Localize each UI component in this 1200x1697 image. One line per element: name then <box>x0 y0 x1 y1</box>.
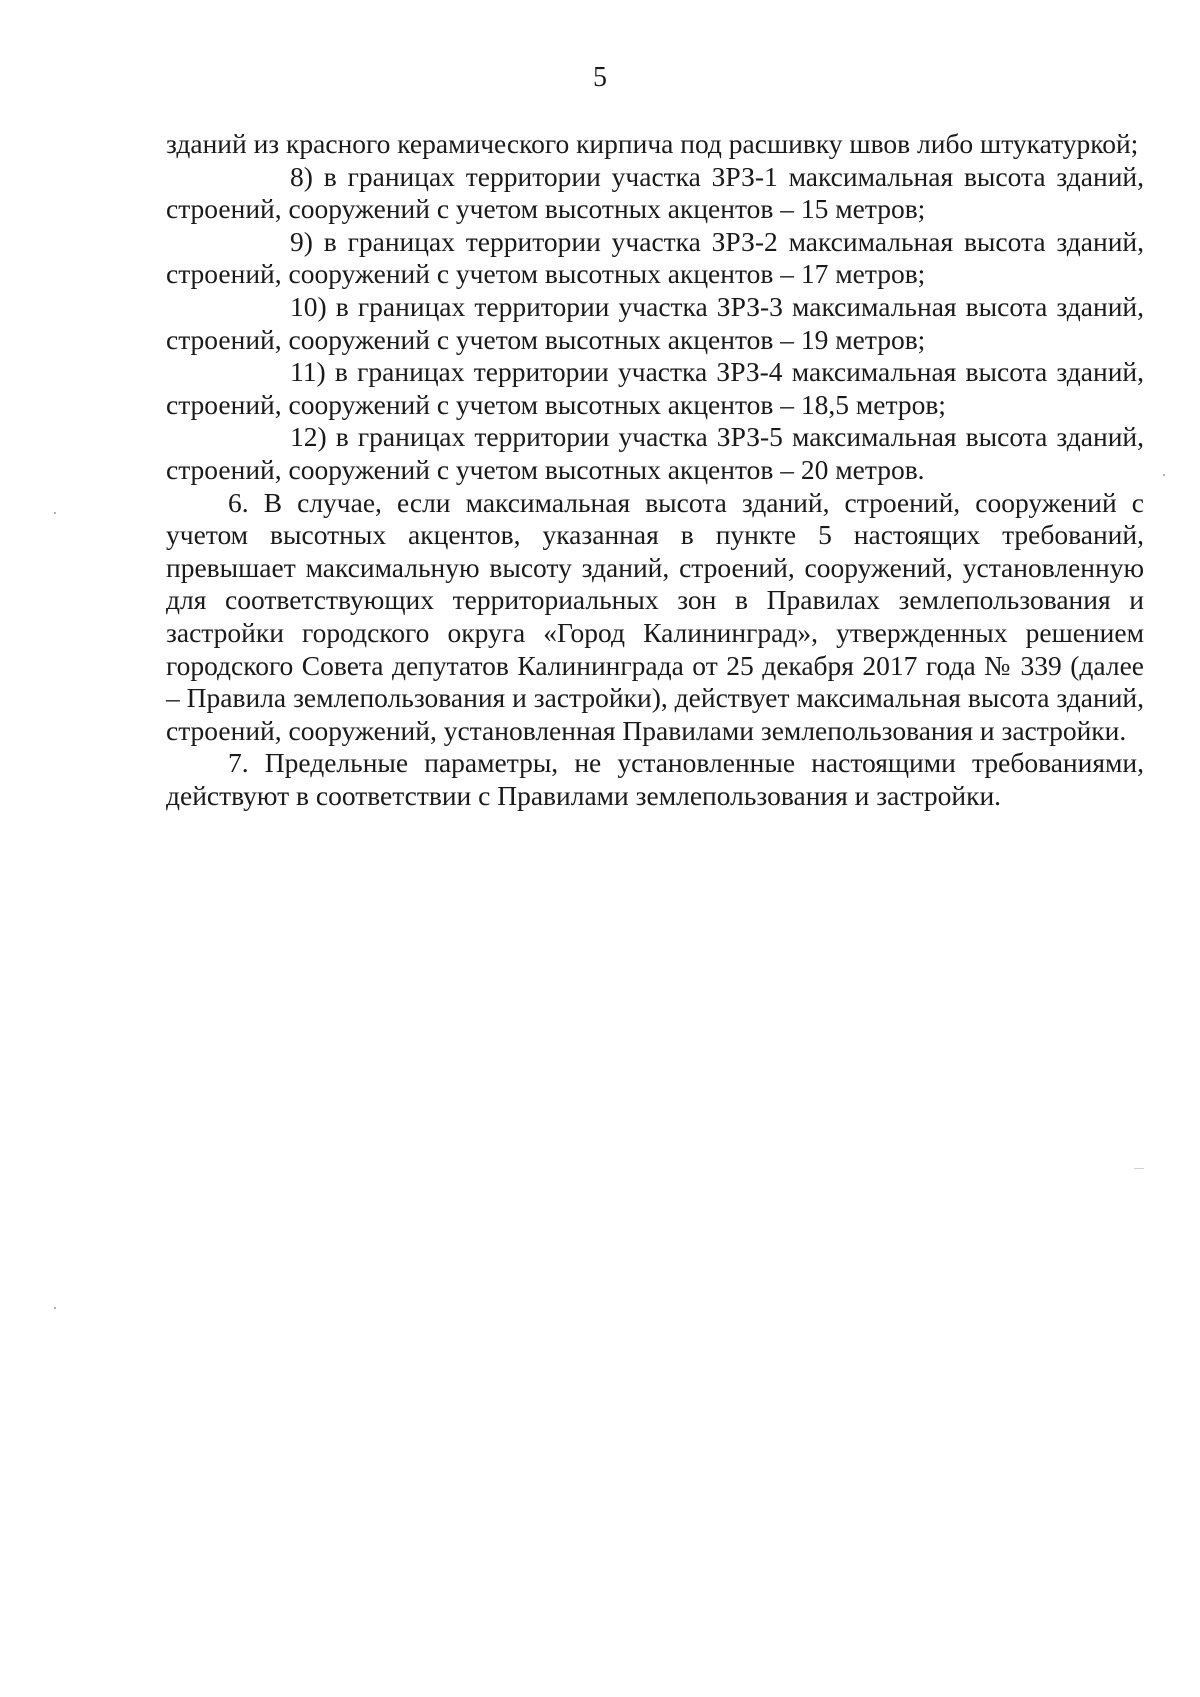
list-item-text: в границах территории участка ЗРЗ-4 максимальная высота зданий, строений, сооружений с учетом высотных акцентов – 18,5 метров; <box>166 356 1145 420</box>
list-item-11 <box>166 356 1144 421</box>
list-item-9 <box>166 226 1144 291</box>
page-number: 5 <box>593 62 607 93</box>
scan-speck <box>54 512 56 514</box>
scan-speck <box>54 1307 56 1309</box>
clause-7: 7. Предельные параметры, не установленные настоящими требованиями, действуют в соответствии с Правилами землепользования и застройки. <box>166 747 1144 811</box>
list-item-8 <box>166 161 1144 226</box>
list-item-number: 11) <box>290 356 326 388</box>
list-item-number: 9) <box>290 225 313 257</box>
paragraph-continuation: зданий из красного керамического кирпича под расшивку швов либо штукатуркой; <box>166 128 1139 159</box>
list-item-text: в границах территории участка ЗРЗ-3 максимальная высота зданий, строений, сооружений с учетом высотных акцентов – 19 метров; <box>166 290 1144 355</box>
list-item-number: 10) <box>290 290 327 322</box>
scan-speck <box>1163 474 1165 476</box>
document-body <box>166 128 1144 812</box>
list-item-number: 8) <box>290 160 313 192</box>
list-item-text: в границах территории участка ЗРЗ-2 максимальная высота зданий, строений, сооружений с учетом высотных акцентов – 17 метров; <box>166 225 1144 290</box>
scan-speck <box>1134 1168 1144 1169</box>
list-item-10 <box>166 291 1144 356</box>
clause-6: 6. В случае, если максимальная высота зданий, строений, сооружений с учетом высотных акцентов, указанная в пункте 5 настоящих требований, превышает максимальную высоту зданий, строений, сооружений, установленную для соответствующих территориальных зон в Правилах землепользования и застройки городского округа «Город Калининград», утвержденных решением городского Совета депутатов Калининграда от 25 декабря 2017 года № 339 (далее – Правила землепользования и застройки), действует максимальная высота зданий, строений, сооружений, установленная Правилами землепользования и застройки. <box>166 486 1144 746</box>
list-item-number: 12) <box>290 421 327 453</box>
list-item-12 <box>166 421 1144 486</box>
list-item-text: в границах территории участка ЗРЗ-1 максимальная высота зданий, строений, сооружений с учетом высотных акцентов – 15 метров; <box>166 160 1144 225</box>
list-item-text: в границах территории участка ЗРЗ-5 максимальная высота зданий, строений, сооружений с учетом высотных акцентов – 20 метров. <box>166 421 1144 485</box>
